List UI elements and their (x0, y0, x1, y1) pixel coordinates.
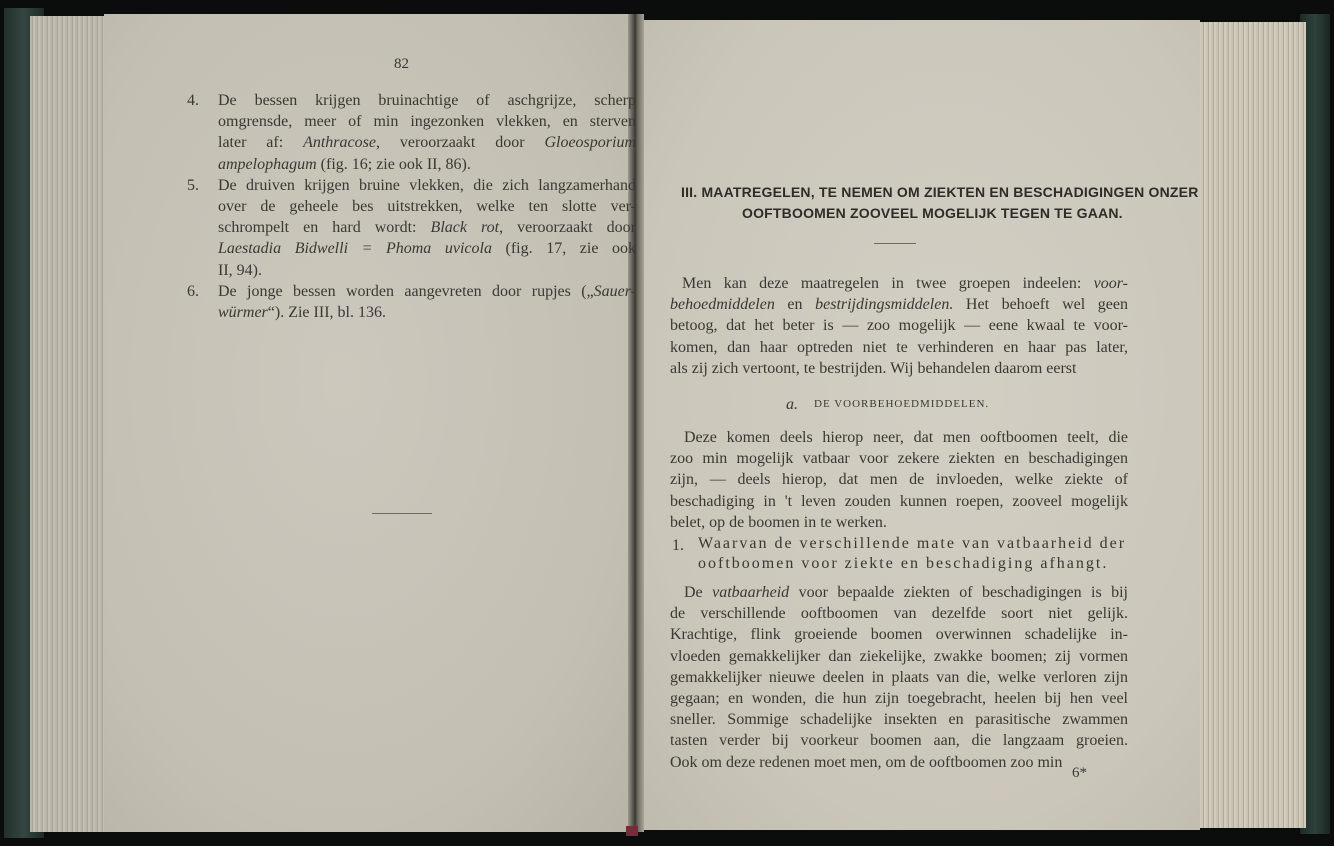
text-line (218, 111, 636, 132)
subsection-title: DE VOORBEHOEDMIDDELEN. (814, 398, 990, 410)
text-span: de verschillende ooftboomen van dezelfde soort niet gelijk. (670, 605, 1128, 623)
text-line (684, 427, 1128, 448)
text-line (218, 154, 471, 175)
text-line (218, 238, 636, 259)
text-span: behoedmiddelen (670, 296, 775, 314)
text-line (670, 603, 1128, 624)
text-span: De jonge bessen worden aangevreten door rupjes („ (218, 282, 594, 300)
text-line (670, 448, 1128, 469)
text-line (684, 582, 1128, 603)
text-span: belet, op de boomen in te werken. (670, 513, 887, 531)
text-line (670, 688, 1128, 709)
page-edges-left (30, 16, 108, 832)
text-span: De (684, 584, 713, 601)
text-line (682, 273, 1128, 294)
page-edges-right (1196, 22, 1306, 828)
text-line (670, 709, 1128, 730)
text-span: over de geheele bes uitstrekken, welke ten slotte ver- (218, 198, 636, 215)
text-span: (fig. 16; zie ook II, 86). (316, 155, 471, 173)
end-rule (372, 513, 432, 514)
text-line (670, 337, 1128, 358)
text-line (670, 491, 1128, 512)
text-line (218, 175, 636, 196)
text-line (670, 512, 887, 533)
point-number: 1. (672, 537, 684, 554)
text-line (218, 132, 636, 153)
text-span: voor bepaalde ziekten of beschadigingen is bij (789, 584, 1129, 601)
text-span: Sauer- (593, 282, 636, 300)
text-span: ampelophagum (218, 155, 317, 173)
text-span: II, 94). (218, 261, 262, 279)
text-span: voor- (1093, 275, 1128, 292)
text-span: , veroorzaakt door (375, 134, 545, 152)
text-span: “). Zie III, bl. 136. (267, 304, 386, 321)
text-span: De druiven krijgen bruine vlekken, die zich langzamerhand (218, 176, 636, 194)
text-line (218, 302, 386, 323)
text-span: gemakkelijker nieuwe deelen in plaats van die, welke verloren zijn (670, 668, 1128, 686)
text-span: (fig. 17, zie ook (491, 240, 636, 258)
bookmark-ribbon (626, 826, 638, 836)
text-span: Black rot (430, 219, 500, 237)
text-line (218, 196, 636, 217)
text-span: Deze komen deels hierop neer, dat men ooftboomen teelt, die (684, 429, 1128, 446)
text-line (218, 281, 636, 302)
text-span: en (774, 296, 816, 314)
text-span: betoog, dat het beter is — zoo mogelijk — eene kwaal te voor- (670, 317, 1128, 335)
text-span: schrompelt en hard wordt: (218, 219, 431, 237)
text-span: Laestadia Bidwelli = Phoma uvicola (218, 240, 492, 258)
text-line (218, 260, 262, 281)
text-span: Men kan deze maatregelen in twee groepen indeelen: (682, 275, 1094, 292)
text-line (670, 752, 1062, 773)
text-line (670, 730, 1128, 751)
text-span: zoo min mogelijk vatbaar voor zekere ziekten en beschadigingen (670, 450, 1128, 468)
text-span: Krachtige, flink groeiende boomen overwinnen schadelijke in- (670, 626, 1128, 644)
point-heading: Waarvan de verschillende mate van vatbaarheid der (698, 535, 1127, 552)
text-span: Het behoeft wel geen (953, 296, 1128, 314)
section-heading: III. MAATREGELEN, TE NEMEN OM ZIEKTEN EN BESCHADIGINGEN ONZER (681, 184, 1199, 200)
text-span: zijn, — deels hierop, dat men de invloeden, welke ziekte of (670, 471, 1128, 489)
page-number: 82 (394, 56, 409, 72)
subsection-letter: a. (786, 396, 798, 413)
text-span: Gloeosporium (544, 134, 637, 152)
text-line (670, 315, 1128, 336)
point-heading-continued: ooftboomen voor ziekte en beschadiging afhangt. (698, 555, 1109, 572)
text-line (670, 667, 1128, 688)
text-span: De bessen krijgen bruinachtige of aschgrijze, scherp (218, 92, 636, 109)
section-heading-continued: OOFTBOOMEN ZOOVEEL MOGELIJK TEGEN TE GAAN. (742, 205, 1123, 221)
text-span: omgrensde, meer of min ingezonken vlekken, en sterven (218, 113, 636, 131)
text-span: vatbaarheid (712, 584, 790, 601)
list-item-number: 4. (187, 92, 199, 109)
text-span: Anthracose (303, 134, 376, 152)
list-item-number: 6. (187, 282, 199, 300)
text-span: Ook om deze redenen moet men, om de ooftboomen zoo min (670, 753, 1063, 771)
text-span: komen, dan haar optreden niet te verhinderen en haar pas later, (670, 338, 1128, 356)
text-line (670, 358, 1076, 379)
list-item-number: 5. (187, 176, 199, 194)
text-line (670, 624, 1128, 645)
text-line (670, 469, 1128, 490)
text-span: gegaan; en wonden, die hun zijn toegebracht, heelen bij hen veel (670, 690, 1128, 707)
text-line (218, 217, 636, 238)
text-line (218, 90, 636, 111)
text-span: beschadiging in 't leven zouden kunnen roepen, zooveel mogelijk (670, 492, 1128, 510)
text-span: bestrijdingsmiddelen. (815, 296, 954, 314)
text-span: , veroorzaakt door (499, 219, 637, 237)
signature-mark: 6* (1072, 765, 1087, 781)
text-span: vloeden gemakkelijker dan ziekelijke, zwakke boomen; zij vormen (670, 647, 1128, 665)
text-line (670, 294, 1128, 315)
text-span: als zij zich vertoont, te bestrijden. Wij behandelen daarom eerst (670, 359, 1077, 377)
text-span: sneller. Sommige schadelijke insekten en parasitische zwammen (670, 711, 1128, 729)
heading-rule (874, 243, 916, 244)
text-span: würmer (218, 304, 268, 321)
text-span: tasten verder bij voorkeur boomen aan, die langzaam groeien. (670, 732, 1128, 750)
text-line (670, 646, 1128, 667)
text-span: later af: (218, 134, 304, 152)
